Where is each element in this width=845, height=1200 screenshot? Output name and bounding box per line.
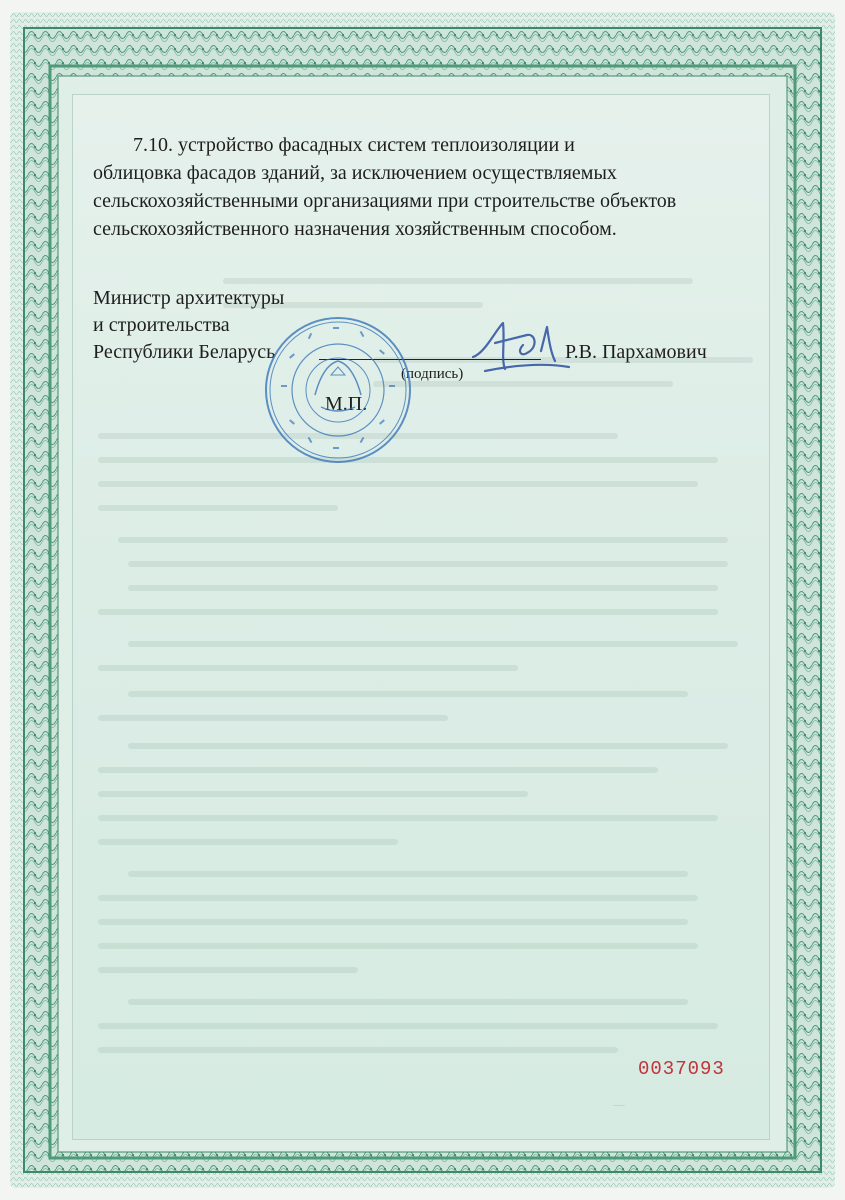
handwritten-signature (465, 313, 575, 383)
signature-block (93, 285, 753, 425)
signatory-name: Р.В. Пархамович (565, 341, 707, 363)
serial-number: 0037093 (638, 1058, 725, 1080)
position-line: Министр архитектуры (93, 287, 285, 309)
clause-line: облицовка фасадов зданий, за исключением осуществляемых (93, 162, 617, 184)
reverse-side-show-through (73, 95, 769, 1139)
official-seal (263, 315, 413, 465)
position-line: Республики Беларусь (93, 341, 276, 363)
stamp-label: М.П. (325, 393, 368, 415)
clause-line: 7.10. устройство фасадных систем теплоизоляции и (133, 134, 575, 156)
signature-caption: (подпись) (401, 366, 464, 382)
certificate-inner-field (72, 94, 770, 1140)
clause-line: сельскохозяйственными организациями при строительстве объектов (93, 190, 677, 212)
position-line: и строительства (93, 314, 230, 336)
clause-7-10-text (93, 131, 753, 243)
signatory-position (93, 285, 284, 366)
clause-line: сельскохозяйственного назначения хозяйственным способом. (93, 218, 617, 240)
printer-imprint: ······ (613, 1103, 625, 1109)
